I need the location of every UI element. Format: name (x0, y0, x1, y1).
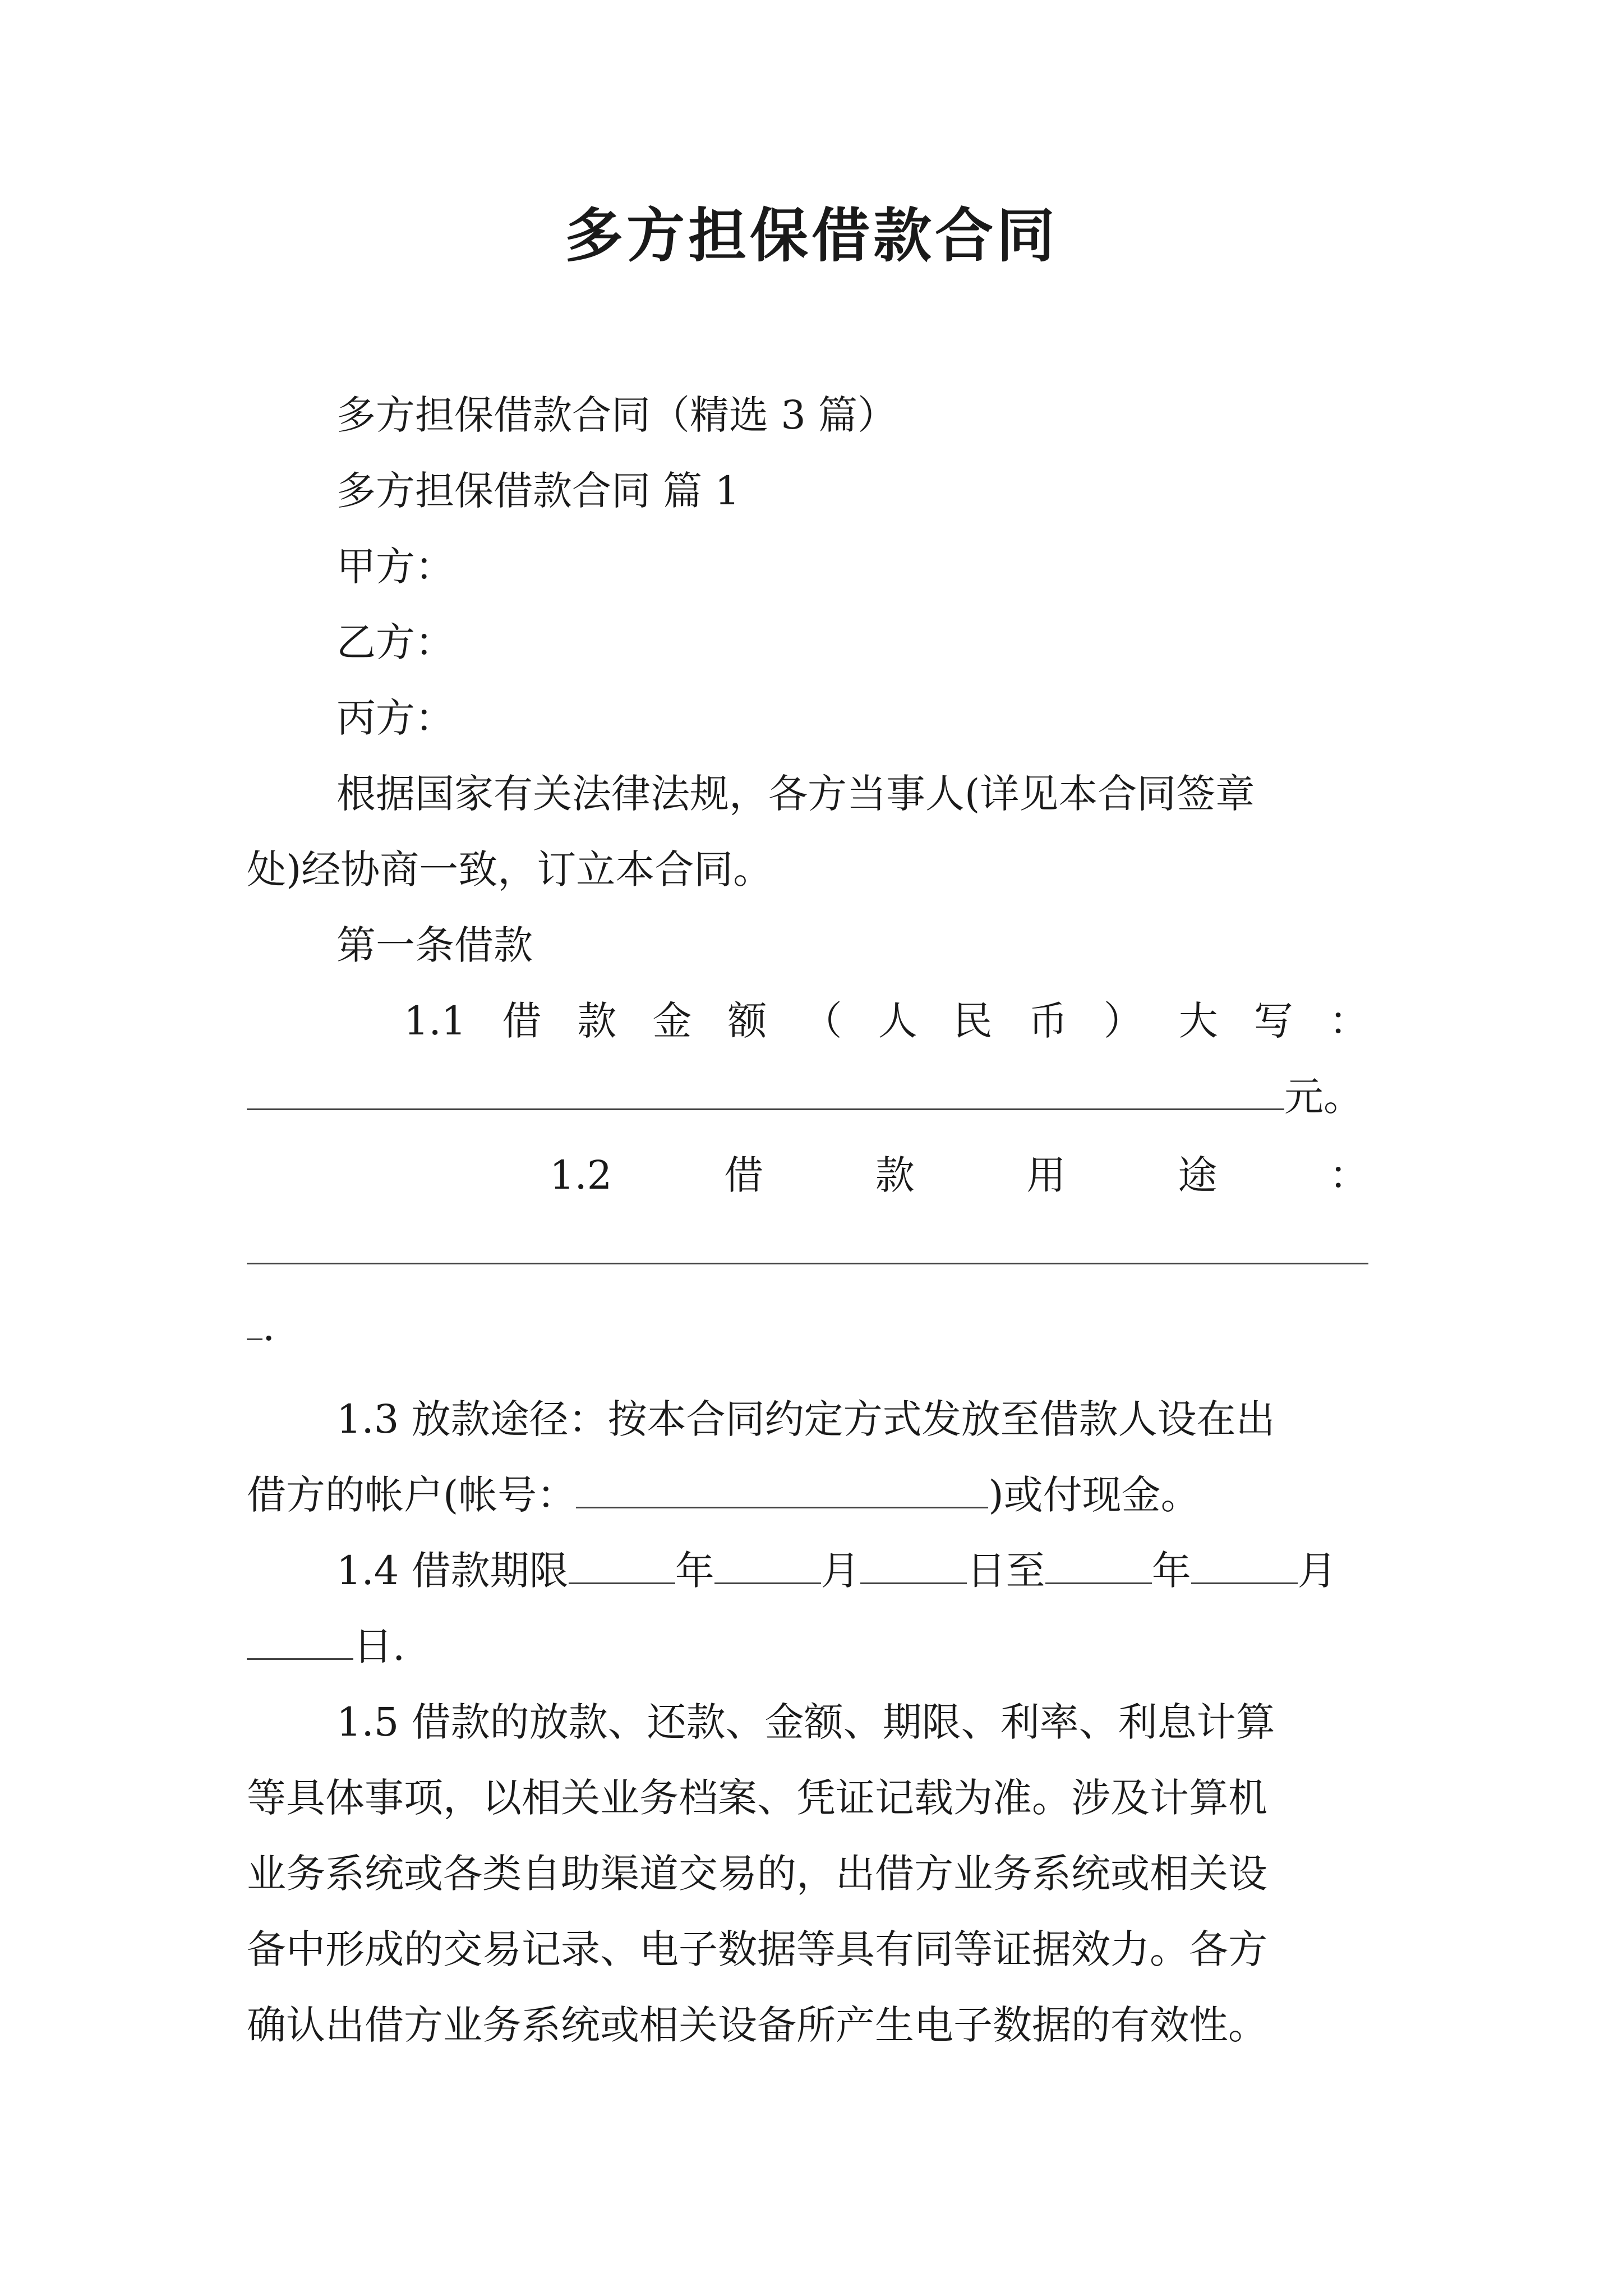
account-label: 借方的帐户(帐号： (247, 1472, 577, 1518)
clause-token: 币 (1028, 998, 1068, 1044)
clause-1-5-line-2: 等具体事项，以相关业务档案、凭证记载为准。涉及计算机 (247, 1775, 1267, 1821)
amount-blank (247, 1069, 1284, 1110)
purpose-blank (247, 1223, 1368, 1264)
clause-1-2-line (550, 1139, 1368, 1212)
account-suffix: )或付现金。 (988, 1472, 1200, 1518)
clause-token: 款 (875, 1152, 915, 1198)
period-mark: . (262, 1304, 275, 1350)
clause-token: ） (1103, 998, 1143, 1044)
clause-token: ： (1329, 998, 1368, 1044)
clause-1-2-purpose-blank (247, 1214, 1402, 1287)
clause-token: （ (803, 998, 842, 1044)
clause-token: 1.1 (404, 998, 467, 1044)
day-to-label: 日至 (966, 1548, 1045, 1594)
short-blank (247, 1299, 262, 1340)
document-subtitle: 多方担保借款合同（精选 3 篇） (336, 392, 897, 438)
clause-token: 额 (727, 998, 767, 1044)
clause-1-5-line-3: 业务系统或各类自助渠道交易的，出借方业务系统或相关设 (247, 1851, 1267, 1897)
document-title: 多方担保借款合同 (564, 201, 1058, 270)
clause-1-3-line-2 (247, 1458, 1402, 1531)
end-year-blank (1045, 1543, 1152, 1584)
start-year-blank (569, 1543, 675, 1584)
yuan-suffix: 元。 (1284, 1074, 1363, 1120)
end-day-blank (247, 1619, 353, 1660)
clause-1-3-line-1: 1.3 放款途径：按本合同约定方式发放至借款人设在出 (336, 1396, 1275, 1442)
month-label: 月 (1297, 1548, 1337, 1594)
clause-token: 民 (953, 998, 993, 1044)
clause-token: 款 (577, 998, 617, 1044)
clause-token: 借 (724, 1152, 764, 1198)
clause-1-4-line-1 (336, 1534, 1492, 1607)
end-month-blank (1191, 1543, 1298, 1584)
clause-token: ： (1329, 1152, 1368, 1198)
preamble-line-2: 处)经协商一致，订立本合同。 (247, 846, 773, 892)
clause-1-2-tail (247, 1290, 1402, 1363)
term-label: 1.4 借款期限 (336, 1548, 569, 1594)
year-label: 年 (675, 1548, 714, 1594)
month-label: 月 (820, 1548, 860, 1594)
part-heading: 多方担保借款合同 篇 1 (336, 468, 740, 514)
clause-1-5-line-5: 确认出借方业务系统或相关设备所产生电子数据的有效性。 (247, 2002, 1267, 2048)
party-c-label: 丙方： (336, 695, 454, 741)
account-number-blank (576, 1467, 988, 1508)
year-label: 年 (1151, 1548, 1191, 1594)
clause-token: 人 (878, 998, 917, 1044)
clause-1-4-line-2 (247, 1610, 1402, 1683)
clause-1-1-line (404, 984, 1368, 1057)
clause-1-5-line-4: 备中形成的交易记录、电子数据等具有同等证据效力。各方 (247, 1926, 1267, 1972)
start-day-blank (860, 1543, 967, 1584)
party-a-label: 甲方： (336, 544, 454, 590)
day-label: 日. (353, 1623, 405, 1669)
article-1-heading: 第一条借款 (336, 922, 533, 968)
clause-token: 途 (1178, 1152, 1218, 1198)
clause-token: 借 (502, 998, 542, 1044)
clause-token: 写 (1253, 998, 1293, 1044)
clause-token: 大 (1178, 998, 1218, 1044)
clause-1-1-amount-line (247, 1060, 1402, 1133)
party-b-label: 乙方： (336, 619, 454, 665)
clause-token: 金 (652, 998, 692, 1044)
clause-token: 1.2 (550, 1152, 612, 1198)
clause-token: 用 (1026, 1152, 1066, 1198)
preamble-line-1: 根据国家有关法律法规，各方当事人(详见本合同签章 (336, 771, 1255, 817)
clause-1-5-line-1: 1.5 借款的放款、还款、金额、期限、利率、利息计算 (336, 1699, 1275, 1745)
start-month-blank (714, 1543, 821, 1584)
